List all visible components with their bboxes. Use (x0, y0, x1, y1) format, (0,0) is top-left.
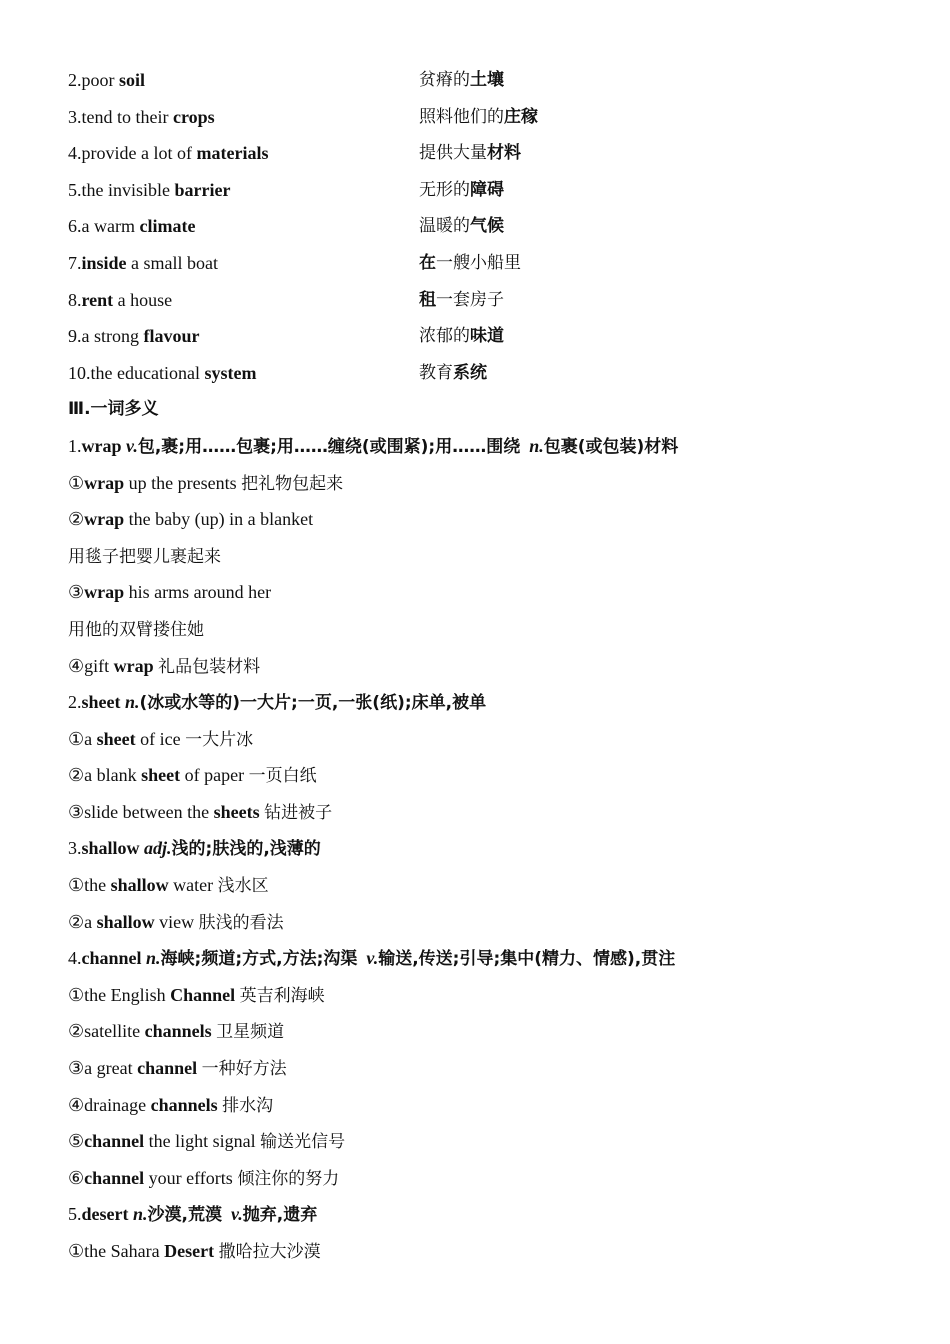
pos-label: n. (529, 435, 544, 456)
phrase-pair (68, 172, 898, 209)
example-keyword: channels (144, 1021, 212, 1042)
headword: wrap (81, 435, 126, 456)
pos-label: n. (125, 692, 140, 713)
example-line (68, 794, 898, 831)
example-line (68, 721, 898, 758)
example-text: ② (68, 509, 85, 530)
example-line (68, 1233, 898, 1270)
example-text: water (168, 875, 218, 896)
example-keyword: Channel (170, 984, 236, 1005)
phrase-en: 8.rent a house (68, 289, 173, 310)
example-text: the baby (up) in a blanket (124, 509, 314, 530)
pos-label: n. (146, 948, 161, 969)
headword: shallow (81, 838, 145, 859)
example-translation: 卫星频道 (216, 1022, 285, 1043)
word-heading (68, 830, 898, 867)
phrase-pair (68, 355, 898, 392)
example-translation: 英吉利海峡 (239, 985, 325, 1006)
example-text: ⑤ (68, 1131, 85, 1152)
word-heading (68, 684, 898, 721)
example-translation: 肤浅的看法 (198, 912, 284, 933)
example-line (68, 611, 898, 648)
part-of-speech (133, 1204, 148, 1224)
phrase-en: 9.a strong flavour (68, 326, 200, 347)
example-text: ①the Sahara (68, 1241, 165, 1261)
example-translation: 撒哈拉大沙漠 (218, 1242, 321, 1262)
part-of-speech (125, 692, 140, 712)
example-keyword: Desert (164, 1241, 215, 1261)
spacer (222, 1204, 231, 1224)
example-keyword: channels (150, 1094, 218, 1115)
example-line (68, 867, 898, 904)
example-text: up the presents (124, 472, 242, 493)
example-text: ②a (68, 911, 97, 932)
section-title: Ⅲ.一词多义 (68, 399, 159, 420)
example-text: ②satellite (68, 1021, 145, 1042)
example-keyword: wrap (113, 655, 154, 676)
phrase-en: 2.poor soil (68, 70, 146, 90)
word-heading (68, 428, 898, 465)
example-keyword: wrap (84, 582, 125, 603)
part-of-speech (126, 436, 138, 456)
example-translation: 输送光信号 (260, 1132, 346, 1153)
example-line (68, 648, 898, 685)
example-keyword: shallow (110, 875, 169, 896)
phrase-cn: 温暖的气候 (419, 216, 504, 237)
word-number: 5. (68, 1204, 82, 1225)
example-text: ① (68, 472, 85, 493)
example-text: ③ (68, 582, 85, 603)
example-line (68, 757, 898, 794)
phrase-en: 3.tend to their crops (68, 106, 215, 127)
example-text: view (154, 911, 199, 932)
example-translation: 用毯子把婴儿裹起来 (68, 546, 221, 567)
example-translation: 一页白纸 (248, 766, 317, 787)
phrase-cn: 贫瘠的土壤 (419, 70, 504, 90)
phrase-pair (68, 99, 898, 136)
example-text: of paper (180, 765, 249, 786)
example-line (68, 1160, 898, 1197)
word-number: 4. (68, 948, 82, 969)
example-translation: 排水沟 (222, 1095, 274, 1116)
phrase-pair (68, 135, 898, 172)
example-translation: 一大片冰 (185, 729, 254, 750)
phrase-en: 6.a warm climate (68, 216, 196, 237)
example-line (68, 501, 898, 538)
example-line (68, 538, 898, 575)
phrase-cn: 提供大量材料 (419, 143, 521, 164)
phrase-cn: 照料他们的庄稼 (419, 106, 538, 127)
example-text: ⑥ (68, 1167, 85, 1188)
phrase-pair (68, 62, 898, 99)
example-translation: 用他的双臂搂住她 (68, 619, 204, 640)
definition: 输送,传送;引导;集中(精力、情感),贯注 (378, 949, 676, 970)
phrase-pair (68, 245, 898, 282)
phrase-pair (68, 318, 898, 355)
example-keyword: sheet (141, 765, 181, 786)
example-translation: 礼品包装材料 (158, 656, 261, 677)
example-text: ③a great (68, 1058, 138, 1079)
example-translation: 浅水区 (217, 876, 269, 897)
example-keyword: channel (84, 1131, 145, 1152)
phrase-cn: 教育系统 (419, 362, 487, 383)
spacer (520, 436, 529, 456)
part-of-speech (366, 948, 378, 968)
pos-label: n. (132, 1204, 148, 1225)
headword: channel (81, 948, 147, 969)
example-text: ①the English (68, 984, 171, 1005)
example-keyword: channel (137, 1058, 198, 1079)
phrase-en: 5.the invisible barrier (68, 179, 231, 200)
definition: (冰或水等的)一大片;一页,一张(纸);床单,被单 (139, 693, 487, 714)
example-line (68, 1050, 898, 1087)
example-keyword: shallow (96, 911, 155, 932)
part-of-speech (231, 1204, 243, 1224)
example-line (68, 574, 898, 611)
example-translation: 钻进被子 (264, 802, 333, 823)
example-text: of ice (135, 728, 186, 749)
example-translation: 倾注你的努力 (237, 1168, 340, 1189)
definition: 包裹(或包装)材料 (543, 436, 679, 457)
phrase-cn: 在一艘小船里 (419, 252, 521, 273)
example-line (68, 904, 898, 941)
pos-label: adj. (144, 838, 172, 859)
part-of-speech (144, 838, 172, 858)
example-line (68, 1013, 898, 1050)
part-of-speech (146, 948, 161, 968)
phrase-pair (68, 208, 898, 245)
example-line (68, 1123, 898, 1160)
definition: 抛弃,遗弃 (242, 1205, 318, 1226)
example-text: your efforts (144, 1167, 238, 1188)
phrase-cn: 无形的障碍 (419, 179, 504, 200)
word-heading (68, 1196, 898, 1233)
pos-label: v. (126, 435, 138, 456)
example-line (68, 977, 898, 1014)
example-keyword: channel (84, 1167, 145, 1188)
definition: 包,裹;用……包裹;用……缠绕(或围紧);用……围绕 (137, 436, 521, 457)
word-number: 3. (68, 838, 82, 859)
part-of-speech (529, 436, 544, 456)
example-text: ①a (68, 728, 97, 749)
example-text: ④drainage (68, 1094, 151, 1115)
phrase-cn: 租一套房子 (419, 289, 504, 310)
phrase-en: 10.the educational system (68, 362, 257, 383)
example-keyword: wrap (84, 472, 125, 493)
example-line (68, 1087, 898, 1124)
example-text: the light signal (144, 1131, 261, 1152)
definition: 沙漠,荒漠 (147, 1205, 222, 1226)
pos-label: v. (366, 948, 379, 969)
definition: 浅的;肤浅的,浅薄的 (171, 839, 321, 860)
phrase-en: 4.provide a lot of materials (68, 143, 269, 164)
example-translation: 把礼物包起来 (241, 473, 344, 494)
phrase-cn: 浓郁的味道 (419, 326, 504, 347)
headword: desert (81, 1204, 133, 1225)
pos-label: v. (230, 1204, 243, 1225)
headword: sheet (81, 692, 125, 713)
example-translation: 一种好方法 (201, 1059, 287, 1080)
example-keyword: wrap (84, 509, 125, 530)
word-heading (68, 940, 898, 977)
phrase-pair (68, 282, 898, 319)
example-text: ①the (68, 875, 111, 896)
example-text: ③slide between the (68, 801, 214, 822)
example-keyword: sheet (96, 728, 136, 749)
example-line (68, 465, 898, 502)
word-number: 1. (68, 435, 82, 456)
word-number: 2. (68, 692, 82, 713)
polysemy-list (68, 428, 898, 1270)
phrase-en: 7.inside a small boat (68, 252, 219, 273)
phrase-pairs (68, 62, 898, 391)
example-keyword: sheets (213, 801, 260, 822)
example-text: ④gift (68, 655, 114, 676)
definition: 海峡;频道;方式,方法;沟渠 (160, 949, 358, 970)
example-text: his arms around her (124, 582, 272, 603)
example-text: ②a blank (68, 765, 142, 786)
document-page (68, 62, 898, 1270)
